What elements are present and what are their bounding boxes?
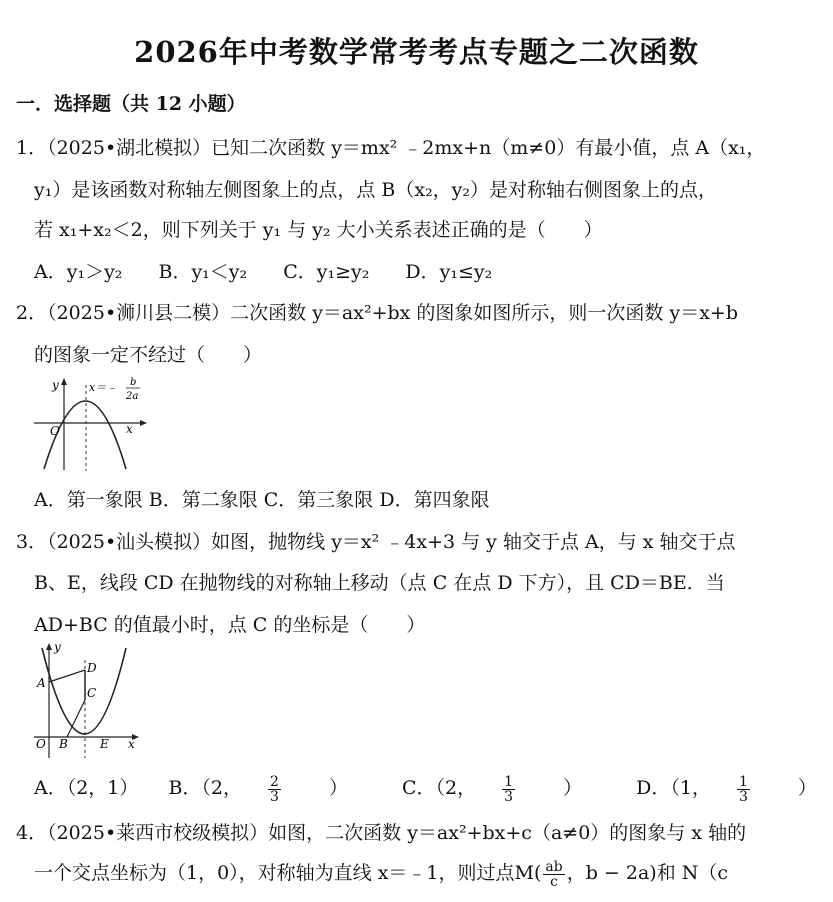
section-heading: 一．选择题（共 12 小题）: [16, 93, 246, 115]
fraction-numerator: 1: [504, 773, 514, 790]
q3-option-d[interactable]: [636, 773, 833, 805]
q1-option-a[interactable]: A．y₁＞y₂: [34, 261, 123, 283]
q4-fraction: [543, 860, 564, 889]
point-D-label: D: [87, 661, 97, 675]
segment-AD: [49, 670, 85, 682]
y-axis-arrow: [46, 643, 52, 650]
y-axis-arrow: [61, 378, 67, 385]
q3-option-b-prefix: B．（2，: [168, 777, 243, 799]
q3-options: [34, 773, 833, 804]
q3-parabola-figure: [30, 640, 146, 760]
x-axis-label: x: [128, 737, 135, 751]
q3-option-c[interactable]: [402, 773, 606, 805]
point-C-label: C: [87, 686, 97, 700]
q3-option-b-close: ）: [328, 777, 348, 799]
fraction-denominator: c: [550, 873, 558, 890]
q3-option-c-prefix: C．（2，: [402, 777, 477, 799]
x-axis-label: x: [126, 422, 133, 436]
q1-option-b[interactable]: B．y₁＜y₂: [158, 261, 248, 283]
q4-line-2-prefix: 一个交点坐标为（1，0），对称轴为直线 x＝﹣1，则过点M(: [34, 862, 542, 884]
axis-equation-label: x＝﹣: [89, 381, 118, 394]
q1-line-3: 若 x₁+x₂＜2，则下列关于 y₁ 与 y₂ 大小关系表述正确的是（ ）: [34, 219, 603, 241]
q1-option-d[interactable]: D．y₁≤y₂: [405, 261, 493, 283]
q1-option-c[interactable]: C．y₁≥y₂: [283, 261, 370, 283]
page-title: 2026年中考数学常考考点专题之二次函数: [134, 35, 699, 69]
q3-option-c-fraction: [502, 775, 539, 804]
fraction-numerator: ab: [545, 858, 563, 875]
q4-line-2: [34, 858, 728, 889]
fraction-numerator: 1: [738, 773, 748, 790]
q1-line-1: 1．（2025•湖北模拟）已知二次函数 y＝mx² ﹣2mx+n（m≠0）有最小值，点 A（x₁，: [16, 137, 766, 159]
point-A-label: A: [37, 676, 46, 690]
parabola-curve: [42, 648, 126, 734]
fraction-denominator: 3: [270, 788, 279, 805]
origin-label: O: [36, 737, 46, 751]
q3-line-1: 3．（2025•汕头模拟）如图，抛物线 y＝x² ﹣4x+3 与 y 轴交于点 A，与 x 轴交于点: [16, 531, 736, 553]
q4-line-2-suffix: ，b − 2a)和 N（c: [566, 862, 728, 884]
y-axis-label: y: [52, 378, 59, 392]
origin-label: O: [50, 424, 60, 438]
q2-line-1: 2．（2025•浉川县二模）二次函数 y＝ax²+bx 的图象如图所示，则一次函数 y＝x+b: [16, 302, 738, 324]
q3-option-a[interactable]: A．（2，1）: [34, 777, 139, 799]
q3-option-d-close: ）: [797, 777, 817, 799]
q1-options: [34, 257, 522, 284]
q3-option-d-prefix: D．（1，: [636, 777, 711, 799]
q4-line-1: 4．（2025•莱西市校级模拟）如图，二次函数 y＝ax²+bx+c（a≠0）的图象与 x 轴的: [16, 822, 747, 844]
q2-options[interactable]: A．第一象限 B．第二象限 C．第三象限 D．第四象限: [34, 489, 490, 511]
point-E-label: E: [100, 737, 109, 751]
axis-frac-denominator: 2a: [126, 391, 139, 402]
y-axis-label: y: [54, 640, 61, 654]
q2-parabola-figure: [30, 375, 150, 473]
q3-option-d-fraction: [737, 775, 774, 804]
fraction-numerator: 2: [270, 773, 279, 790]
q3-option-b[interactable]: [168, 773, 372, 805]
x-axis-arrow: [140, 420, 147, 426]
axis-frac-numerator: b: [130, 377, 137, 388]
q3-option-b-fraction: [268, 775, 305, 804]
q3-line-2: B、E，线段 CD 在抛物线的对称轴上移动（点 C 在点 D 下方），且 CD＝BE．当: [34, 572, 725, 594]
fraction-denominator: 3: [504, 788, 514, 805]
q3-line-3: AD+BC 的值最小时，点 C 的坐标是（ ）: [34, 614, 426, 636]
fraction-denominator: 3: [738, 788, 748, 805]
q1-line-2: y₁）是该函数对称轴左侧图象上的点，点 B（x₂，y₂）是对称轴右侧图象上的点，: [34, 179, 718, 201]
point-B-label: B: [59, 737, 68, 751]
q2-line-2: 的图象一定不经过（ ）: [34, 344, 263, 366]
q3-option-c-close: ）: [563, 777, 583, 799]
